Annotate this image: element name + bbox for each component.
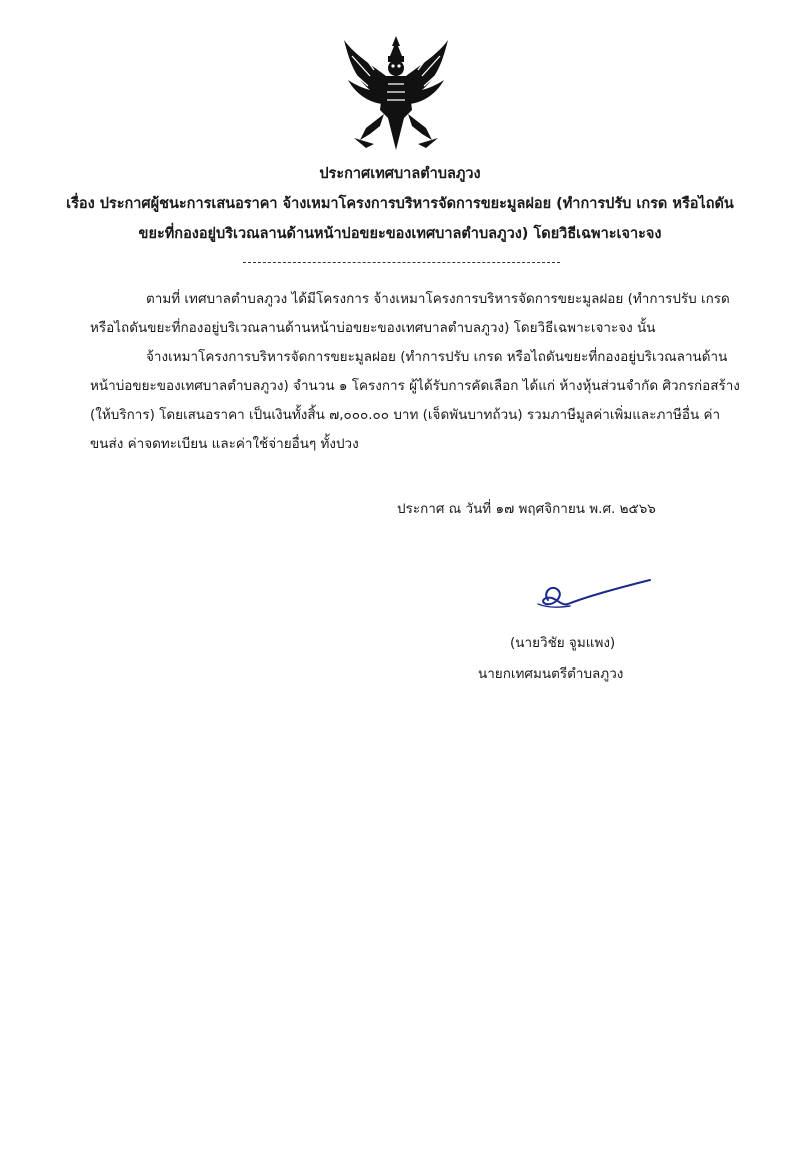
announcement-subject-line-2: ขยะที่กองอยู่บริเวณลานด้านหน้าบ่อขยะของเทศบาลตำบลภูวง) โดยวิธีเฉพาะเจาะจง [138,226,662,242]
announcement-title: ประกาศเทศบาลตำบลภูวง [319,166,481,182]
body-paragraph-1-line-1: ตามที่ เทศบาลตำบลภูวง ได้มีโครงการ จ้างเหมาโครงการบริหารจัดการขยะมูลฝอย (ทำการปรับ เกรด [146,291,730,307]
signer-name: (นายวิชัย จูมแพง) [510,635,616,651]
body-paragraph-2-line-4: ขนส่ง ค่าจดทะเบียน และค่าใช้จ่ายอื่นๆ ทั้งปวง [90,436,359,452]
announcement-subject-line-1: เรื่อง ประกาศผู้ชนะการเสนอราคา จ้างเหมาโครงการบริหารจัดการขยะมูลฝอย (ทำการปรับ เกรด หรือไถดัน [66,196,734,212]
dashed-divider [243,262,560,263]
body-paragraph-1-line-2: หรือไถดันขยะที่กองอยู่บริเวณลานด้านหน้าบ่อขยะของเทศบาลตำบลภูวง) โดยวิธีเฉพาะเจาะจง นั้น [90,320,656,336]
signer-position: นายกเทศมนตรีตำบลภูวง [478,666,624,682]
body-paragraph-2-line-3: (ให้บริการ) โดยเสนอราคา เป็นเงินทั้งสิ้น ๗,๐๐๐.๐๐ บาท (เจ็ดพันบาทถ้วน) รวมภาษีมูลค่าเพิ่มและภาษีอื่น ค่า [90,407,721,423]
handwritten-signature-icon [528,574,654,618]
garuda-emblem-icon [340,34,452,152]
body-paragraph-2-line-2: หน้าบ่อขยะของเทศบาลตำบลภูวง) จำนวน ๑ โครงการ ผู้ได้รับการคัดเลือก ได้แก่ ห้างหุ้นส่วนจำกัด ศิวกรก่อสร้าง [90,378,740,394]
body-paragraph-2-line-1: จ้างเหมาโครงการบริหารจัดการขยะมูลฝอย (ทำการปรับ เกรด หรือไถดันขยะที่กองอยู่บริเวณลานด้าน [146,349,728,365]
announcement-date: ประกาศ ณ วันที่ ๑๗ พฤศจิกายน พ.ศ. ๒๕๖๖ [397,501,656,517]
